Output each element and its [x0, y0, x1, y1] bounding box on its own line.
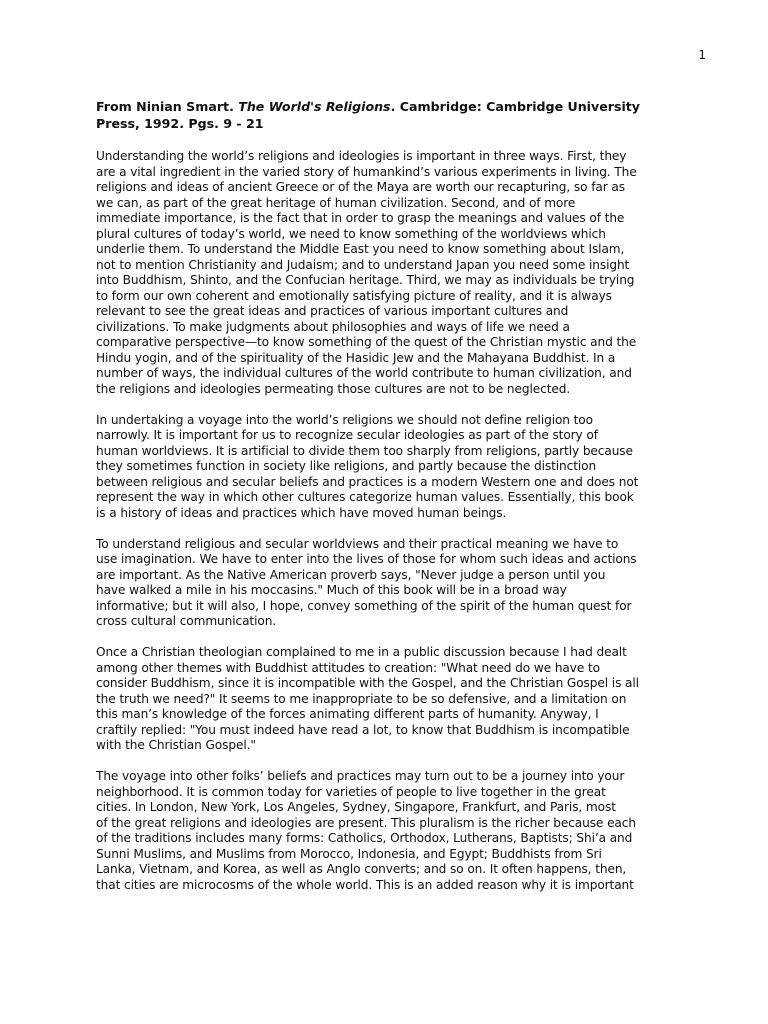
paragraph-4: Once a Christian theologian complained to me in a public discussion because I had dealt among other themes with Buddhist attitudes to creation: "What need do we have to consider Buddhism, since it is incompatible with the Gospel, and the Christian Gospel is all the truth we need?" It seems to me inappropriate to be so defensive, and a limitation on this man’s knowledge of the forces animating different parts of humanity. Anyway, I craftily replied: "You must indeed have read a lot, to know that Buddhism is incompatible with the Christian Gospel.": [96, 645, 639, 752]
paragraph-1: Understanding the world’s religions and ideologies is important in three ways. First, they are a vital ingredient in the varied story of humankind’s various experiments in living. The religions and ideas of ancient Greece or of the Maya are worth our recapturing, so far as we can, as part of the great heritage of human civilization. Second, and of more immediate importance, is the fact that in order to grasp the meanings and values of the plural cultures of today’s world, we need to know something of the worldviews which underlie them. To understand the Middle East you need to know something about Islam, not to mention Christianity and Judaism; and to understand Japan you need some insight into Buddhism, Shinto, and the Confucian heritage. Third, we may as individuals be trying to form our own coherent and emotionally satisfying picture of reality, and it is always relevant to see the great ideas and practices of various important cultures and civilizations. To make judgments about philosophies and ways of life we need a comparative perspective—to know something of the quest of the Christian mystic and the Hindu yogin, and of the spirituality of the Hasidic Jew and the Mahayana Buddhist. In a number of ways, the individual cultures of the world contribute to human civilization, and the religions and ideologies permeating those cultures are not to be neglected.: [96, 149, 637, 396]
citation-book-title: The World's Religions: [238, 99, 391, 114]
page-number: 1: [698, 48, 706, 62]
paragraph-5: The voyage into other folks’ beliefs and practices may turn out to be a journey into your neighborhood. It is common today for varieties of people to live together in the great cities. In London, New York, Los Angeles, Sydney, Singapore, Frankfurt, and Paris, most of the great religions and ideologies are present. This pluralism is the richer because each of the traditions includes many forms: Catholics, Orthodox, Lutherans, Baptists; Shi’a and Sunni Muslims, and Muslims from Morocco, Indonesia, and Egypt; Buddhists from Sri Lanka, Vietnam, and Korea, as well as Anglo converts; and so on. It often happens, then, that cities are microcosms of the whole world. This is an added reason why it is important: [96, 769, 636, 892]
paragraph-2: In undertaking a voyage into the world’s religions we should not define religion too narrowly. It is important for us to recognize secular ideologies as part of the story of human worldviews. It is artificial to divide them too sharply from religions, partly because they sometimes function in society like religions, and partly because the distinction between religious and secular beliefs and practices is a modern Western one and does not represent the way in which other cultures categorize human values. Essentially, this book is a history of ideas and practices which have moved human beings.: [96, 412, 639, 520]
document-body: [96, 98, 676, 909]
source-citation: [96, 98, 676, 132]
paragraph-3: To understand religious and secular worldviews and their practical meaning we have to use imagination. We have to enter into the lives of those for whom such ideas and actions are important. As the Native American proverb says, "Never judge a person until you have walked a mile in his moccasins." Much of this book will be in a broad way informative; but it will also, I hope, convey something of the spirit of the human quest for cross cultural communication.: [96, 536, 637, 628]
citation-publication: . Cambridge: Cambridge University Press, 1992. Pgs. 9 - 21: [96, 99, 641, 131]
citation-prefix: From Ninian Smart.: [96, 99, 239, 114]
